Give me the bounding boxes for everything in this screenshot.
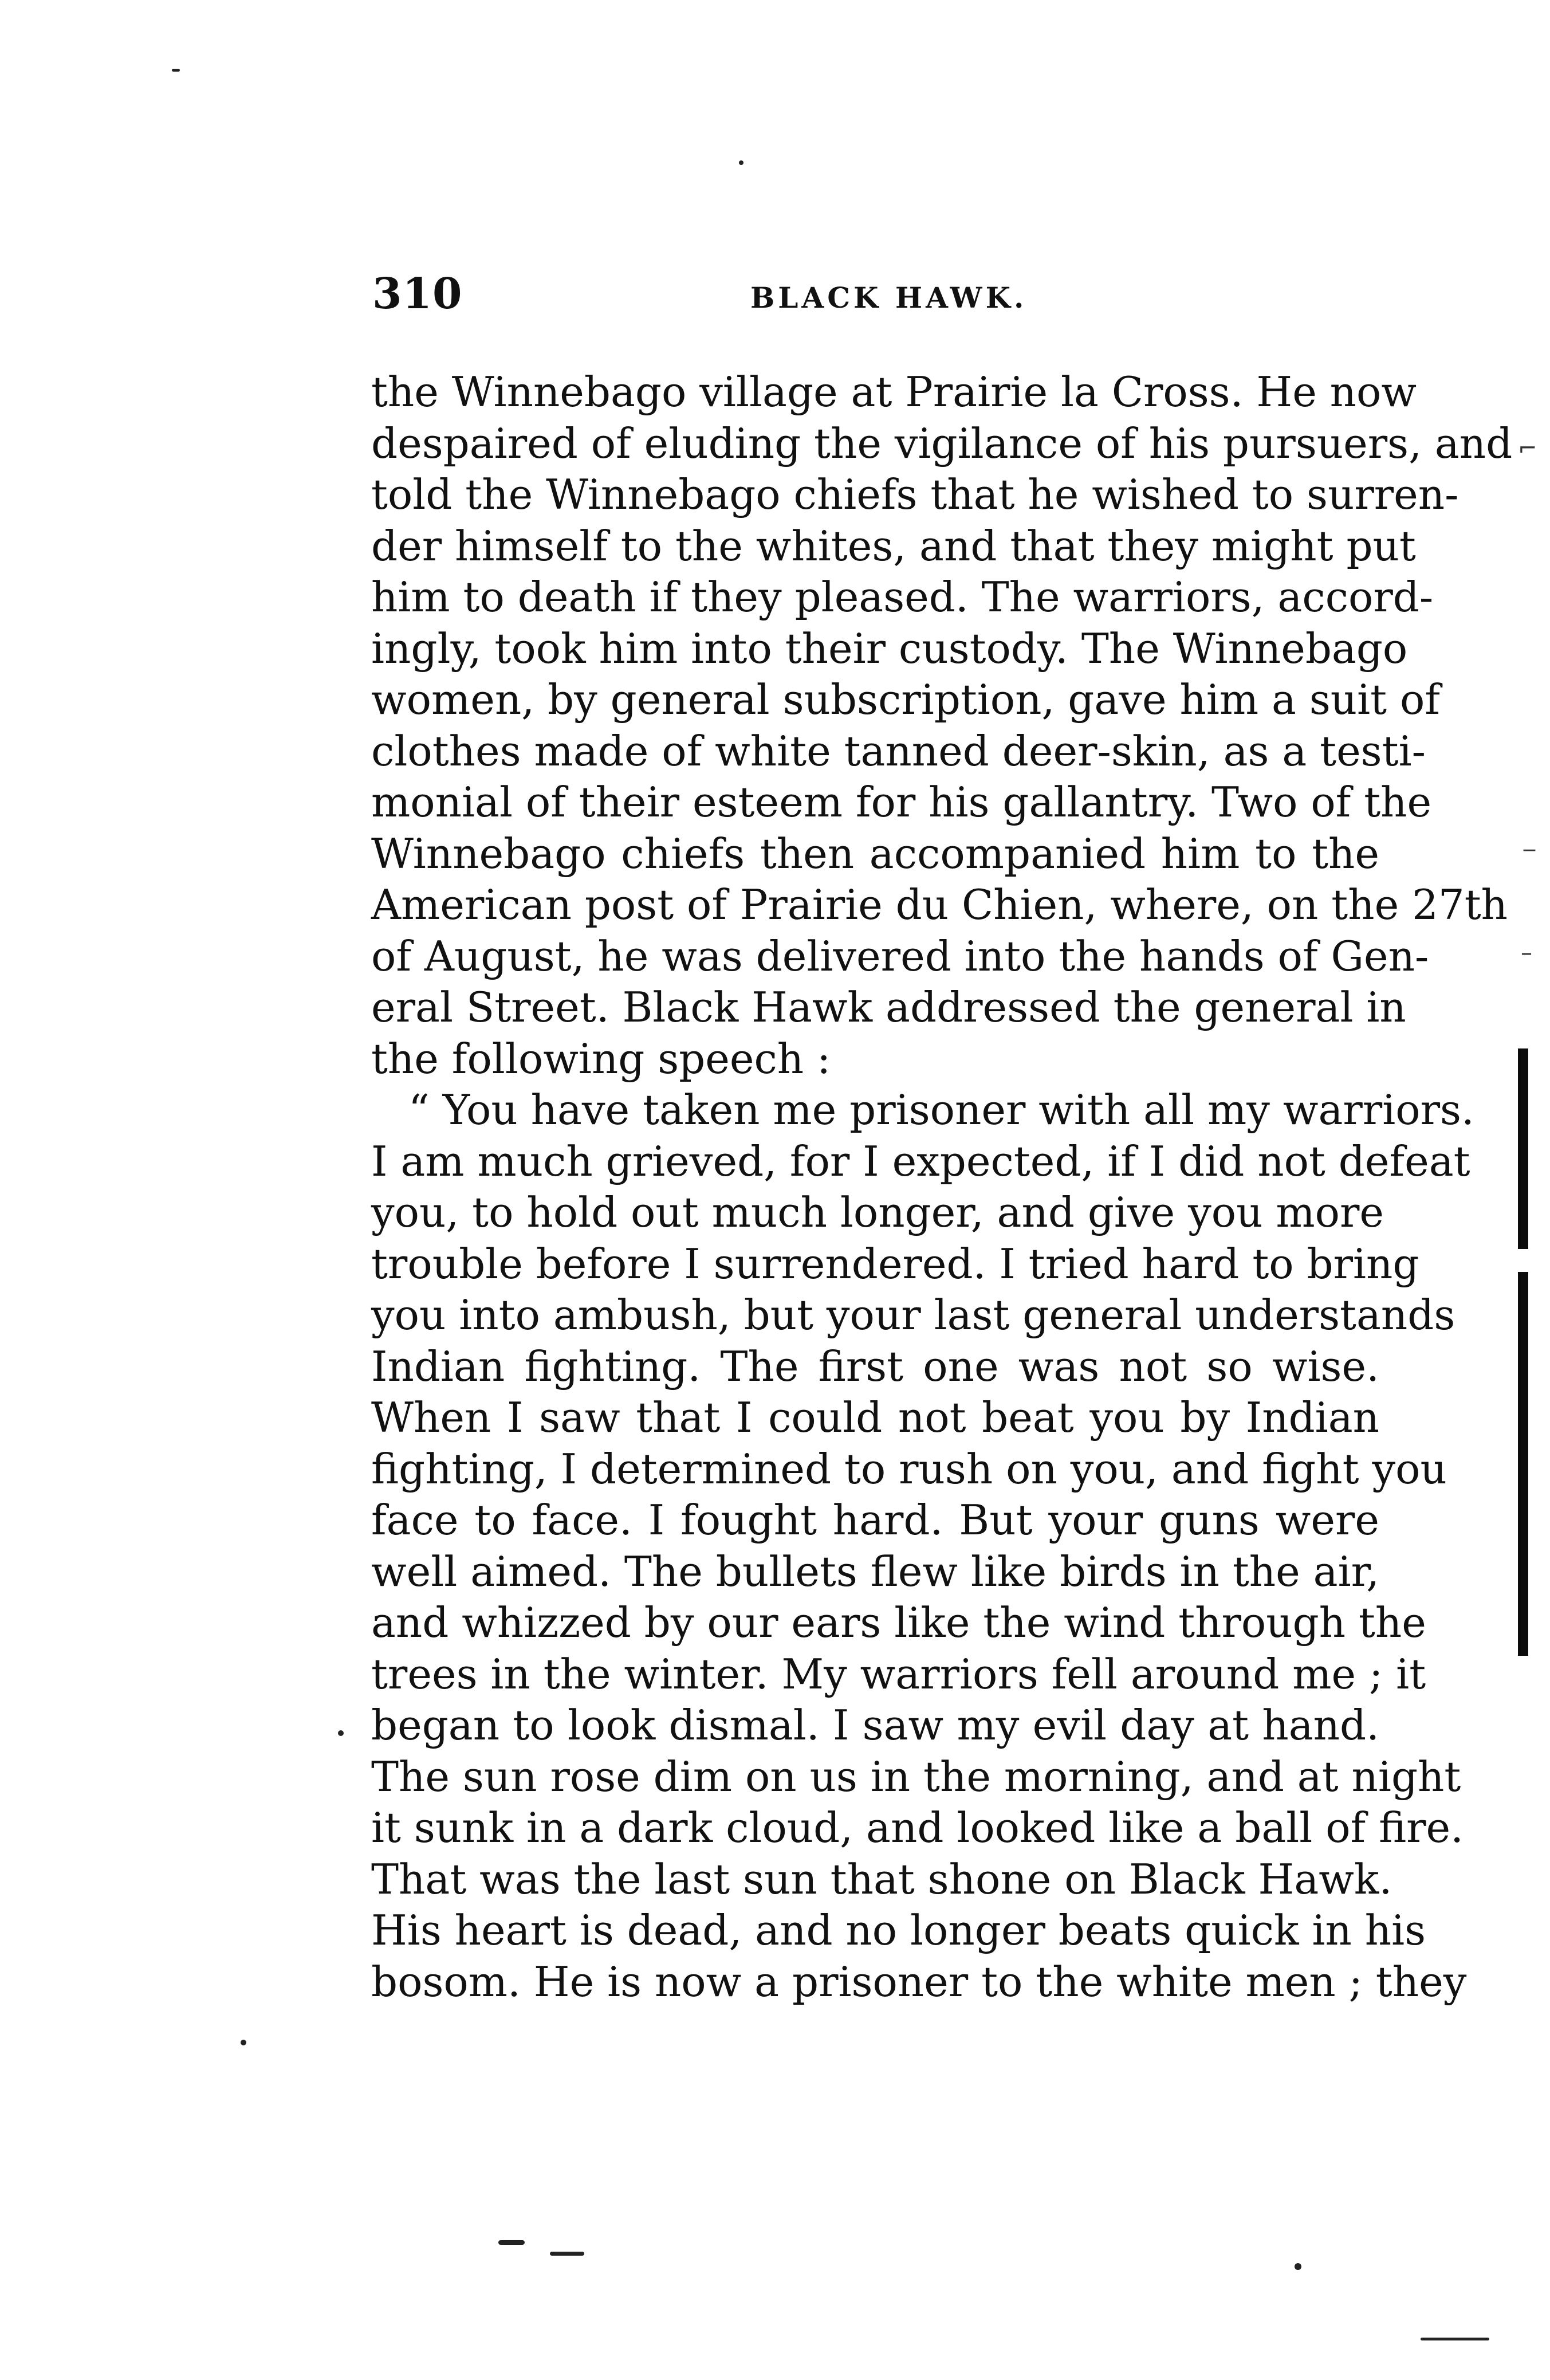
text-line: well aimed. The bullets flew like birds in the air, bbox=[371, 1547, 1379, 1596]
text-line: women, by general subscription, gave him a suit of bbox=[371, 675, 1440, 724]
scan-speck bbox=[498, 2240, 525, 2245]
text-line: him to death if they pleased. The warriors, accord- bbox=[371, 573, 1434, 621]
text-line: the following speech : bbox=[371, 1034, 831, 1083]
margin-scan-mark: – bbox=[1521, 940, 1532, 966]
text-line: Winnebago chiefs then accompanied him to the bbox=[371, 829, 1379, 878]
margin-scan-bar bbox=[1518, 1272, 1528, 1656]
text-line: The sun rose dim on us in the morning, and at night bbox=[371, 1752, 1461, 1801]
text-line: That was the last sun that shone on Black Hawk. bbox=[371, 1855, 1392, 1903]
text-line: eral Street. Black Hawk addressed the general in bbox=[371, 983, 1406, 1031]
scan-speck bbox=[739, 160, 743, 165]
scan-speck bbox=[172, 69, 180, 72]
text-line: trees in the winter. My warriors fell around me ; it bbox=[371, 1649, 1426, 1698]
text-line: clothes made of white tanned deer-skin, as a testi- bbox=[371, 726, 1426, 775]
scan-speck bbox=[1295, 2263, 1301, 2270]
text-line: trouble before I surrendered. I tried hard to bring bbox=[371, 1239, 1419, 1288]
page-header bbox=[372, 269, 1375, 332]
text-line: fighting, I determined to rush on you, and fight you bbox=[371, 1444, 1447, 1493]
page-number: 310 bbox=[372, 269, 463, 319]
body-text bbox=[371, 367, 1513, 2008]
text-line: began to look dismal. I saw my evil day at hand. bbox=[371, 1701, 1379, 1749]
text-line: His heart is dead, and no longer beats quick in his bbox=[371, 1906, 1426, 1954]
margin-scan-mark: ⌐ bbox=[1518, 435, 1537, 462]
text-line: Indian fighting. The first one was not so wise. bbox=[371, 1342, 1379, 1391]
scan-speck bbox=[1421, 2338, 1489, 2340]
text-line: bosom. He is now a prisoner to the white men ; they bbox=[371, 1957, 1467, 2006]
scan-speck bbox=[550, 2252, 584, 2256]
text-line: When I saw that I could not beat you by Indian bbox=[371, 1393, 1379, 1442]
text-line: I am much grieved, for I expected, if I did not defeat bbox=[371, 1137, 1470, 1185]
text-line: you into ambush, but your last general understands bbox=[371, 1291, 1455, 1339]
running-head: BLACK HAWK. bbox=[750, 281, 1028, 315]
text-line: despaired of eluding the vigilance of his pursuers, and bbox=[371, 419, 1513, 468]
margin-scan-mark: _ bbox=[1524, 825, 1535, 851]
text-line: ingly, took him into their custody. The Winnebago bbox=[371, 624, 1408, 673]
text-line: it sunk in a dark cloud, and looked like a ball of fire. bbox=[371, 1804, 1464, 1852]
text-line: told the Winnebago chiefs that he wished to surren- bbox=[371, 470, 1459, 519]
text-line: you, to hold out much longer, and give you more bbox=[371, 1188, 1384, 1236]
scan-speck bbox=[338, 1730, 344, 1736]
margin-scan-bar bbox=[1518, 1048, 1528, 1249]
text-line: “ You have taken me prisoner with all my warriors. bbox=[408, 1086, 1474, 1134]
text-line: monial of their esteem for his gallantry. Two of the bbox=[371, 778, 1432, 826]
text-line: American post of Prairie du Chien, where, on the 27th bbox=[371, 881, 1508, 929]
text-line: der himself to the whites, and that they might put bbox=[371, 521, 1416, 570]
text-line: and whizzed by our ears like the wind through the bbox=[371, 1599, 1426, 1647]
scan-speck bbox=[241, 2040, 246, 2045]
text-line: face to face. I fought hard. But your guns were bbox=[371, 1496, 1379, 1544]
text-line: the Winnebago village at Prairie la Cross. He now bbox=[371, 368, 1417, 416]
text-line: of August, he was delivered into the hands of Gen- bbox=[371, 932, 1429, 980]
